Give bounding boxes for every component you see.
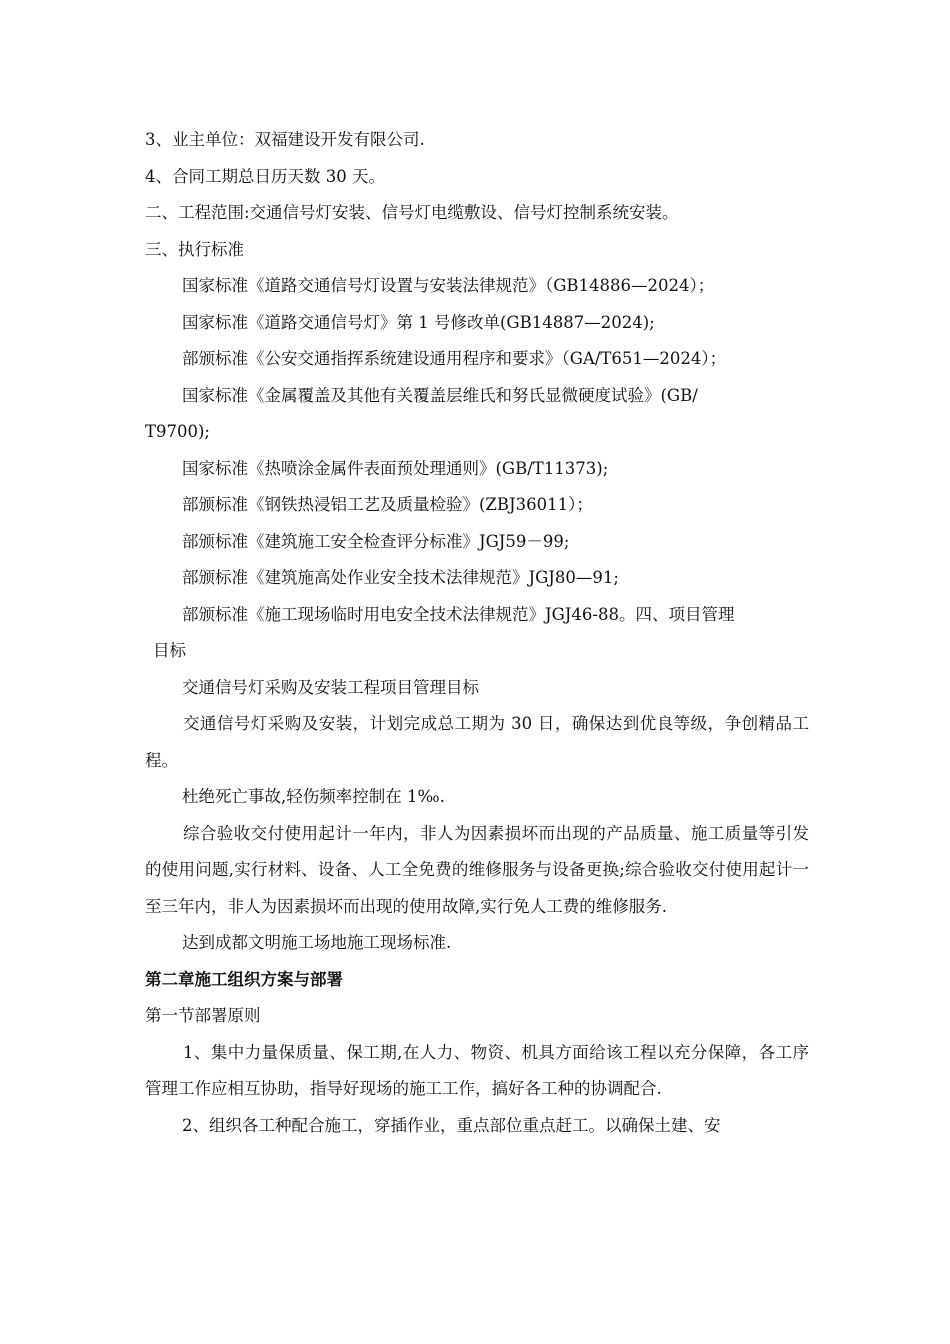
standard-item: 部颁标准《公安交通指挥系统建设通用程序和要求》（GA/T651—2024）； — [182, 349, 727, 368]
chapter-heading: 第二章施工组织方案与部署 — [145, 969, 343, 989]
standard-item: 部颁标准《钢铁热浸铝工艺及质量检验》(ZBJ36011）； — [182, 495, 593, 514]
standard-item: 国家标准《道路交通信号灯》第 1 号修改单(GB14887—2024); — [182, 312, 655, 332]
standard-item: 部颁标准《施工现场临时用电安全技术法律规范》JGJ46-88。四、项目管理 — [182, 604, 735, 624]
goal-paragraph: 交通信号灯采购及安装，计划完成总工期为 30 日，确保达到优良等级，争创精品工程。 — [145, 714, 809, 770]
standard-item-continued: T9700); — [145, 422, 210, 441]
standard-item: 部颁标准《建筑施工安全检查评分标准》JGJ59－99; — [182, 531, 570, 551]
standard-item: 国家标准《金属覆盖及其他有关覆盖层维氏和努氏显微硬度试验》(GB/ — [182, 385, 698, 405]
standard-item-continued: 目标 — [153, 641, 186, 660]
goal-paragraph: 综合验收交付使用起计一年内，非人为因素损坏而出现的产品质量、施工质量等引发的使用问题,实行材料、设备、人工全免费的维修服务与设备更换;综合验收交付使用起计一至三年内，非人为因素损坏而出现的使用故障,实行免人工费的维修服务. — [145, 823, 809, 916]
standard-item: 国家标准《道路交通信号灯设置与安装法律规范》（GB14886—2024）； — [182, 276, 715, 295]
goal-paragraph: 达到成都文明施工场地施工现场标准. — [182, 933, 452, 952]
goal-title: 交通信号灯采购及安装工程项目管理目标 — [182, 677, 479, 697]
standards-heading: 三、执行标准 — [145, 239, 244, 259]
scope-line: 二、工程范围:交通信号灯安装、信号灯电缆敷设、信号灯控制系统安装。 — [145, 203, 679, 222]
standard-item: 部颁标准《建筑施高处作业安全技术法律规范》JGJ80—91; — [182, 568, 619, 587]
standard-item: 国家标准《热喷涂金属件表面预处理通则》(GB/T11373); — [182, 458, 609, 478]
section-heading: 第一节部署原则 — [145, 1006, 261, 1025]
document-page — [145, 122, 809, 1144]
principle-paragraph: 2、组织各工种配合施工，穿插作业，重点部位重点赶工。以确保土建、安 — [182, 1115, 721, 1135]
goal-paragraph: 杜绝死亡事故,轻伤频率控制在 1‰. — [182, 787, 445, 806]
owner-line: 3、业主单位：双福建设开发有限公司. — [145, 130, 425, 149]
duration-line: 4、合同工期总日历天数 30 天。 — [145, 166, 385, 186]
principle-paragraph: 1、集中力量保质量、保工期,在人力、物资、机具方面给该工程以充分保障，各工序管理工作应相互协助，指导好现场的施工工作，搞好各工种的协调配合. — [145, 1042, 809, 1098]
